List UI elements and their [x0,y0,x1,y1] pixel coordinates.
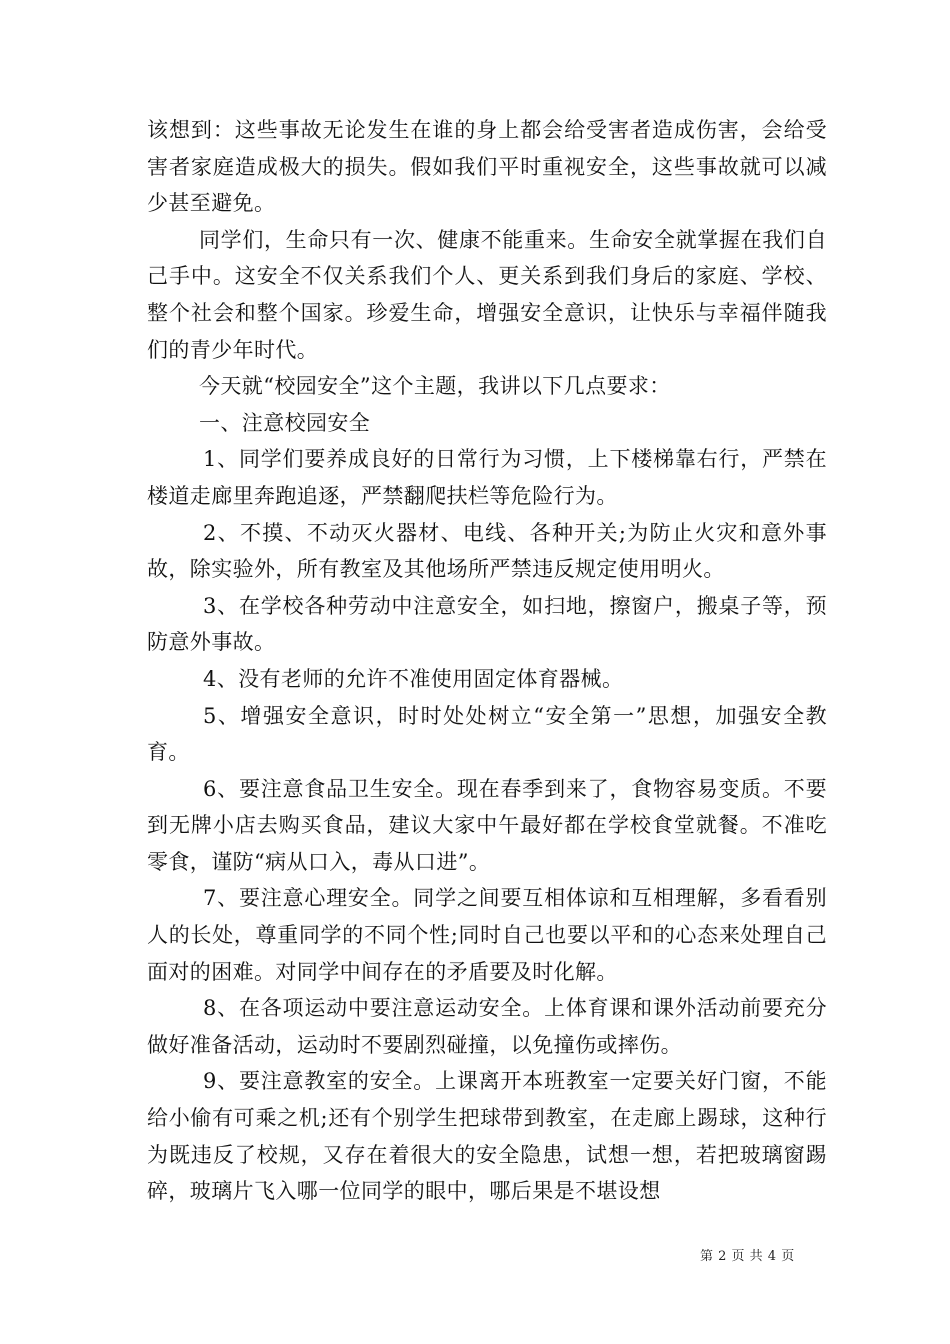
paragraph: 该想到：这些事故无论发生在谁的身上都会给受害者造成伤害，会给受害者家庭造成极大的损失。假如我们平时重视安全，这些事故就可以减少甚至避免。 [147,118,827,216]
document-body [147,112,827,1210]
section-heading: 一、注意校园安全 [199,410,371,435]
list-item: 9、要注意教室的安全。上课离开本班教室一定要关好门窗，不能给小偷有可乘之机;还有个别学生把球带到教室，在走廊上踢球，这种行为既违反了校规，又存在着很大的安全隐患，试想一想，若把玻璃窗踢碎，玻璃片飞入哪一位同学的眼中，哪后果是不堪设想 [147,1069,827,1204]
list-item: 3、在学校各种劳动中注意安全，如扫地，擦窗户，搬桌子等，预防意外事故。 [147,593,827,655]
list-item: 2、不摸、不动灭火器材、电线、各种开关;为防止火灾和意外事故，除实验外，所有教室及其他场所严禁违反规定使用明火。 [147,520,827,582]
list-item: 5、增强安全意识，时时处处树立“安全第一”思想，加强安全教育。 [147,703,827,765]
list-item: 8、在各项运动中要注意运动安全。上体育课和课外活动前要充分做好准备活动，运动时不要剧烈碰撞，以免撞伤或摔伤。 [147,996,827,1057]
page-number: 第 2 页 共 4 页 [700,1249,795,1264]
list-item: 7、要注意心理安全。同学之间要互相体谅和互相理解，多看看别人的长处，尊重同学的不同个性;同时自己也要以平和的心态来处理自己面对的困难。对同学中间存在的矛盾要及时化解。 [147,886,827,984]
list-item: 6、要注意食品卫生安全。现在春季到来了，食物容易变质。不要到无牌小店去购买食品，建议大家中午最好都在学校食堂就餐。不准吃零食，谨防“病从口入，毒从口进”。 [147,776,827,874]
list-item: 4、没有老师的允许不准使用固定体育器械。 [203,666,624,691]
paragraph: 同学们，生命只有一次、健康不能重来。生命安全就掌握在我们自己手中。这安全不仅关系我们个人、更关系到我们身后的家庭、学校、整个社会和整个国家。珍爱生命，增强安全意识，让快乐与幸福伴随我们的青少年时代。 [147,227,827,362]
paragraph: 今天就“校园安全”这个主题，我讲以下几点要求： [199,374,671,399]
list-item: 1、同学们要养成良好的日常行为习惯，上下楼梯靠右行，严禁在楼道走廊里奔跑追逐，严禁翻爬扶栏等危险行为。 [147,447,827,508]
